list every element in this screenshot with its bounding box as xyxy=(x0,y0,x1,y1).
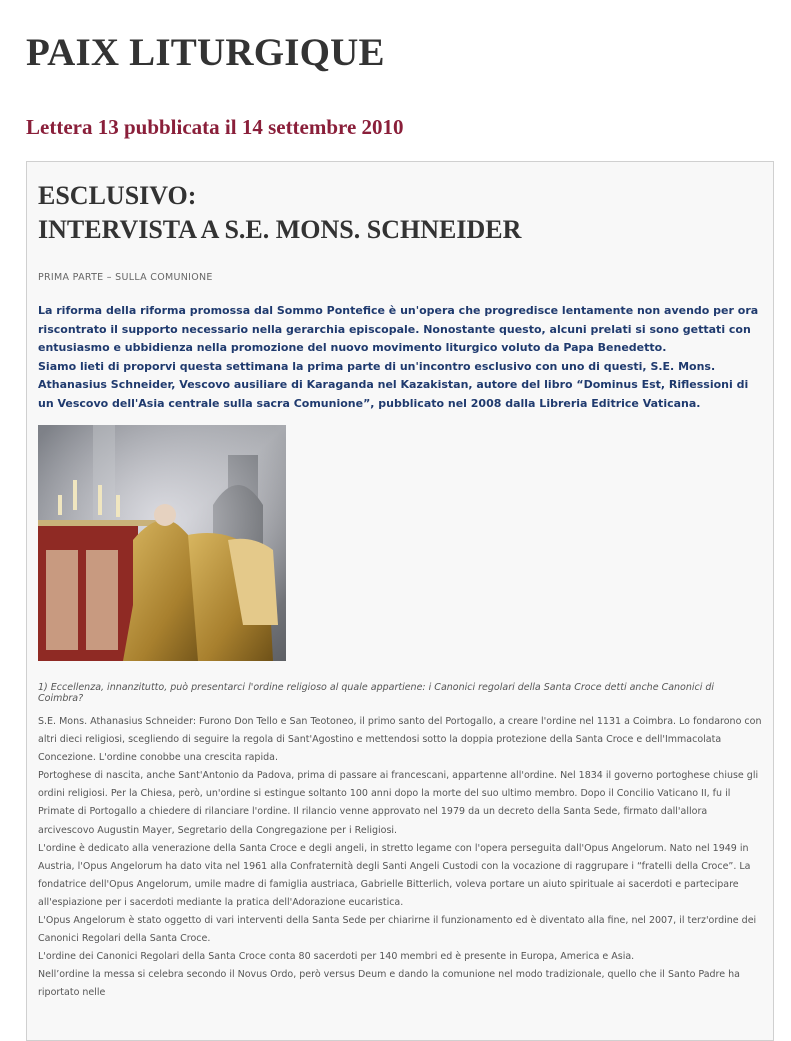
article-title xyxy=(38,179,521,247)
article-title-line2: INTERVISTA A S.E. MONS. SCHNEIDER xyxy=(38,215,522,244)
intro-paragraph: La riforma della riforma promossa dal Sommo Pontefice è un'opera che progredisce lentamente non avendo per ora riscontrato il supporto necessario nella gerarchia episcopale. Nonostante questo, alcuni prelati si sono gettati con entusiasmo e ubbidienza nella promozione del nuovo movimento liturgico voluto da Papa Benedetto. xyxy=(38,304,759,354)
answer-paragraph: Nell’ordine la messa si celebra secondo il Novus Ordo, però versus Deum e dando la comunione nel modo tradizionale, quello che il Santo Padre ha riportato nelle xyxy=(38,969,740,999)
article-photo xyxy=(38,425,286,661)
answer-paragraph: Portoghese di nascita, anche Sant'Antonio da Padova, prima di passare ai francescani, appartenne all'ordine. Nel 1834 il governo portoghese chiuse gli ordini religiosi. Per la Chiesa, però, un'ordine si estingue soltanto 100 anni dopo la morte del suo ultimo membro. Dopo il Concilio Vaticano II, fu il Primate di Portogallo a chiedere di rilanciare l'ordine. Il rilancio venne approvato nel 1979 da un decreto della Santa Sede, firmato dall'allora arcivescovo Augustin Mayer, Segretario della Congregazione per i Religiosi. xyxy=(38,770,759,836)
section-label: PRIMA PARTE – SULLA COMUNIONE xyxy=(38,272,213,283)
answer-paragraph: L'Opus Angelorum è stato oggetto di vari interventi della Santa Sede per chiarirne il funzionamento ed è diventato alla fine, nel 2007, il terz'ordine dei Canonici Regolari della Santa Croce. xyxy=(38,915,757,945)
answer-paragraph: L'ordine è dedicato alla venerazione della Santa Croce e degli angeli, in stretto legame con l'opera perseguita dall'Opus Angelorum. Nato nel 1949 in Austria, l'Opus Angelorum ha dato vita nel 1961 alla Confraternità degli Santi Angeli Custodi con la vocazione di raggrupare i “fratelli della Croce”. La fondatrice dell'Opus Angelorum, umile madre di famiglia austriaca, Gabrielle Bitterlich, voleva portare un aiuto spirituale ai sacerdoti e partecipare all'espiazione per i sacerdoti mediante la pratica dell'Adorazione eucaristica. xyxy=(38,842,751,908)
article-intro xyxy=(38,302,762,413)
letter-date-heading: Lettera 13 pubblicata il 14 settembre 2010 xyxy=(26,115,404,139)
interview-answer xyxy=(38,713,762,1003)
article-title-line1: ESCLUSIVO: xyxy=(38,181,197,210)
site-title: PAIX LITURGIQUE xyxy=(26,31,385,74)
answer-paragraph: L'ordine dei Canonici Regolari della Santa Croce conta 80 sacerdoti per 140 membri ed è presente in Europa, America e Asia. xyxy=(38,951,635,963)
article-container xyxy=(26,161,774,1041)
answer-paragraph: S.E. Mons. Athanasius Schneider: Furono Don Tello e San Teotoneo, il primo santo del Portogallo, a creare l'ordine nel 1131 a Coimbra. Lo fondarono con altri dieci religiosi, scegliendo di seguire la regola di Sant'Agostino e mettendosi sotto la doppia protezione della Santa Croce e dell'Immacolata Concezione. L'ordine conobbe una crescita rapida. xyxy=(38,716,762,764)
intro-paragraph: Siamo lieti di proporvi questa settimana la prima parte di un'incontro esclusivo con uno di questi, S.E. Mons. Athanasius Schneider, Vescovo ausiliare di Karaganda nel Kazakistan, autore del libro “Dominus Est, Riflessioni di un Vescovo dell'Asia centrale sulla sacra Comunione”, pubblicato nel 2008 dalla Libreria Editrice Vaticana. xyxy=(38,359,749,410)
interview-question: 1) Eccellenza, innanzitutto, può presentarci l'ordine religioso al quale appartiene: i Canonici regolari della Santa Croce detti anche Canonici di Coimbra? xyxy=(38,682,715,704)
